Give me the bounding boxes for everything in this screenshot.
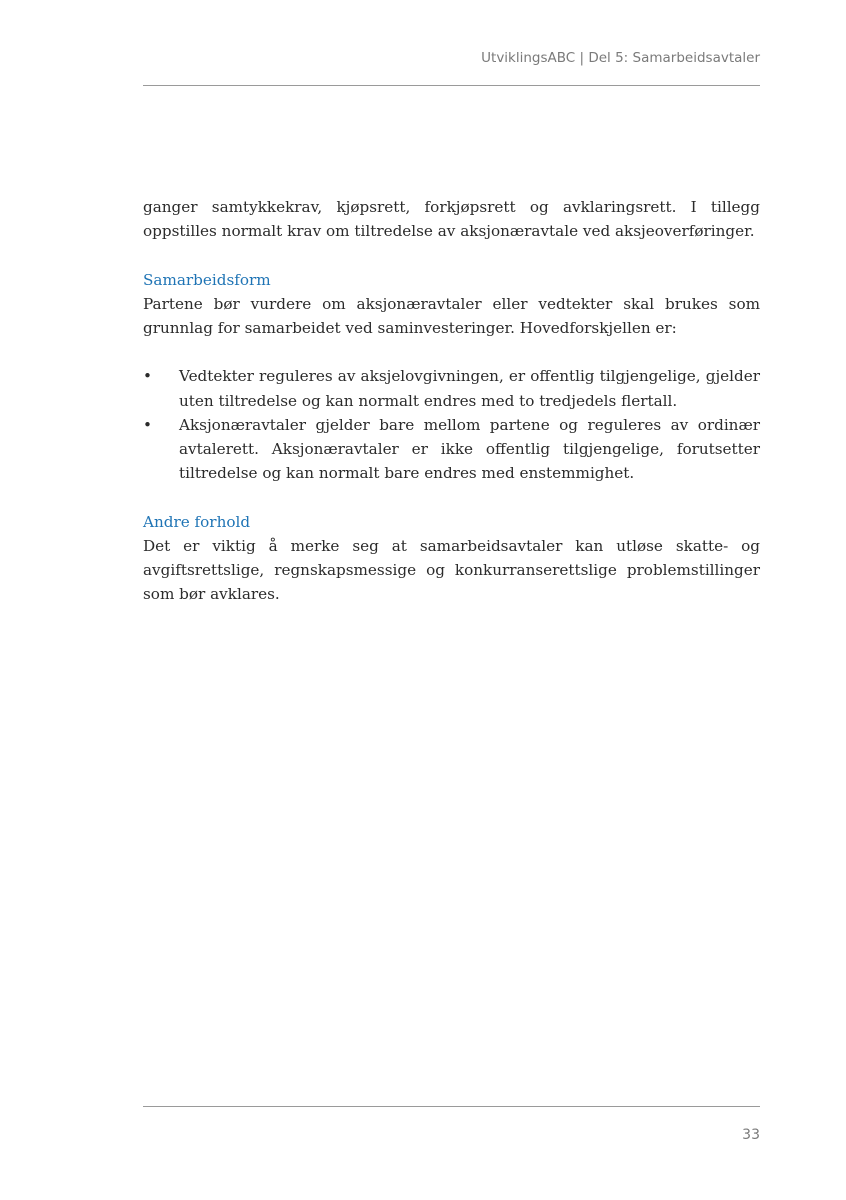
section-heading-andre-forhold: Andre forhold (143, 512, 251, 531)
section-paragraph-andre-forhold: Det er viktig å merke seg at samarbeidsavtaler kan utløse skatte- og avgiftsrettslige, regnskapsmessige og konkurranserettslige problemstillinger som bør avklares. (143, 536, 760, 604)
section-paragraph-samarbeidsform: Partene bør vurdere om aksjonæravtaler eller vedtekter skal brukes som grunnlag for samarbeidet ved saminvesteringer. Hovedforskjellen er: (143, 294, 760, 337)
list-item (143, 364, 760, 412)
list-item-text: Vedtekter reguleres av aksjelovgivningen, er offentlig tilgjengelige, gjelder uten tiltredelse og kan normalt endres med to tredjedels flertall. (179, 367, 760, 410)
paragraph-spacer (143, 340, 760, 364)
comparison-bullet-list (143, 364, 760, 485)
footer-divider (143, 1106, 760, 1107)
bullet-icon: • (143, 415, 152, 434)
list-item (143, 413, 760, 486)
bullet-icon: • (143, 367, 152, 386)
list-item-text: Aksjonæravtaler gjelder bare mellom partene og reguleres av ordinær avtalerett. Aksjonæravtaler er ikke offentlig tilgjengelige, forutsetter tiltredelse og kan normalt bare endres med enstemmighet. (179, 415, 760, 483)
section-heading-samarbeidsform: Samarbeidsform (143, 270, 271, 289)
header-divider (143, 85, 760, 86)
main-content (143, 195, 760, 606)
page-number: 33 (742, 1127, 760, 1143)
intro-paragraph: ganger samtykkekrav, kjøpsrett, forkjøpsrett og avklaringsrett. I tillegg oppstilles normalt krav om tiltredelse av aksjonæravtale ved aksjeoverføringer. (143, 198, 760, 241)
running-header: UtviklingsABC | Del 5: Samarbeidsavtaler (481, 50, 760, 66)
